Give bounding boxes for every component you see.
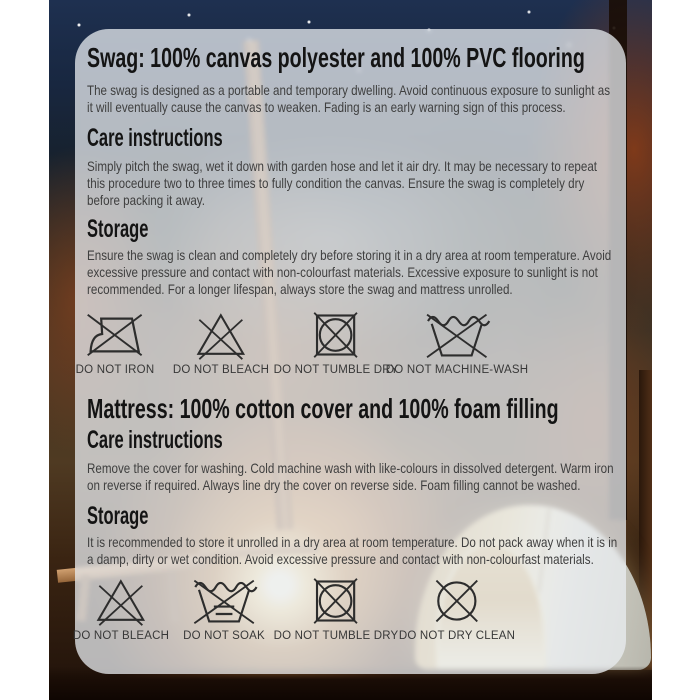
swag-care-text: Simply pitch the swag, wet it down with garden hose and let it air dry. It may be necessary to repeat this procedure two to three times to fully condition the canvas. Ensure the swag is completely dry before packing it away. [87, 158, 598, 208]
care-symbol-label: DO NOT DRY CLEAN [398, 630, 516, 642]
mattress-care-symbols-row [72, 574, 626, 642]
do-not-bleach-icon [192, 309, 250, 361]
mattress-care-heading: Care instructions [87, 426, 223, 454]
care-symbol-label: DO NOT MACHINE-WASH [385, 364, 529, 376]
do-not-tumble-dry-icon [310, 309, 362, 361]
swag-intro-text: The swag is designed as a portable and temporary dwelling. Avoid continuous exposure to sunlight as it will eventually cause the canvas to weaken. Fading is an early warning sign of this process. [87, 82, 611, 115]
care-symbol-label: DO NOT BLEACH [172, 364, 270, 376]
swag-care-symbols-row [75, 308, 626, 376]
do-not-iron-icon [83, 309, 147, 361]
mattress-storage-text: It is recommended to store it unrolled in a dry area at room temperature. Do not pack away when it is in a damp, dirty or wet condition. Avoid excessive pressure and contact with non-colourfast materials. [87, 534, 618, 567]
swag-storage-heading: Storage [87, 215, 149, 243]
care-symbol-do-not-bleach [73, 575, 169, 642]
care-symbol-do-not-tumble-dry [274, 575, 399, 642]
care-symbol-label: DO NOT TUMBLE DRY [273, 630, 399, 642]
care-symbol-label: DO NOT IRON [75, 364, 155, 376]
care-symbol-do-not-dry-clean [399, 575, 515, 642]
care-symbol-label: DO NOT TUMBLE DRY [273, 364, 399, 376]
care-symbol-label: DO NOT BLEACH [72, 630, 170, 642]
care-symbol-do-not-iron [76, 309, 155, 376]
care-symbol-do-not-soak [183, 575, 265, 642]
do-not-dry-clean-icon [431, 575, 483, 627]
swag-section-title: Swag: 100% canvas polyester and 100% PVC flooring [87, 42, 585, 73]
do-not-soak-icon [189, 575, 259, 627]
mattress-section-title: Mattress: 100% cotton cover and 100% foam filling [87, 393, 559, 424]
swag-care-heading: Care instructions [87, 124, 223, 152]
do-not-machine-wash-icon [422, 309, 492, 361]
do-not-tumble-dry-icon [310, 575, 362, 627]
mattress-care-text: Remove the cover for washing. Cold machine wash with like-colours in dissolved detergent. Warm iron on reverse if required. Always line dry the cover on reverse side. Foam filling cannot be washed. [87, 460, 614, 493]
do-not-bleach-icon [92, 575, 150, 627]
mattress-storage-heading: Storage [87, 502, 149, 530]
care-symbol-do-not-machine-wash [386, 309, 528, 376]
swag-storage-text: Ensure the swag is clean and completely dry before storing it in a dry area at room temperature. Avoid excessive pressure and contact with non-colourfast materials. Excessive exposure to sunlight is not recommended. For a longer lifespan, always store the swag and mattress unrolled. [87, 247, 612, 297]
care-symbol-label: DO NOT SOAK [183, 630, 265, 642]
care-symbol-do-not-tumble-dry [274, 309, 399, 376]
care-symbol-do-not-bleach [173, 309, 269, 376]
care-instructions-card [72, 29, 626, 674]
